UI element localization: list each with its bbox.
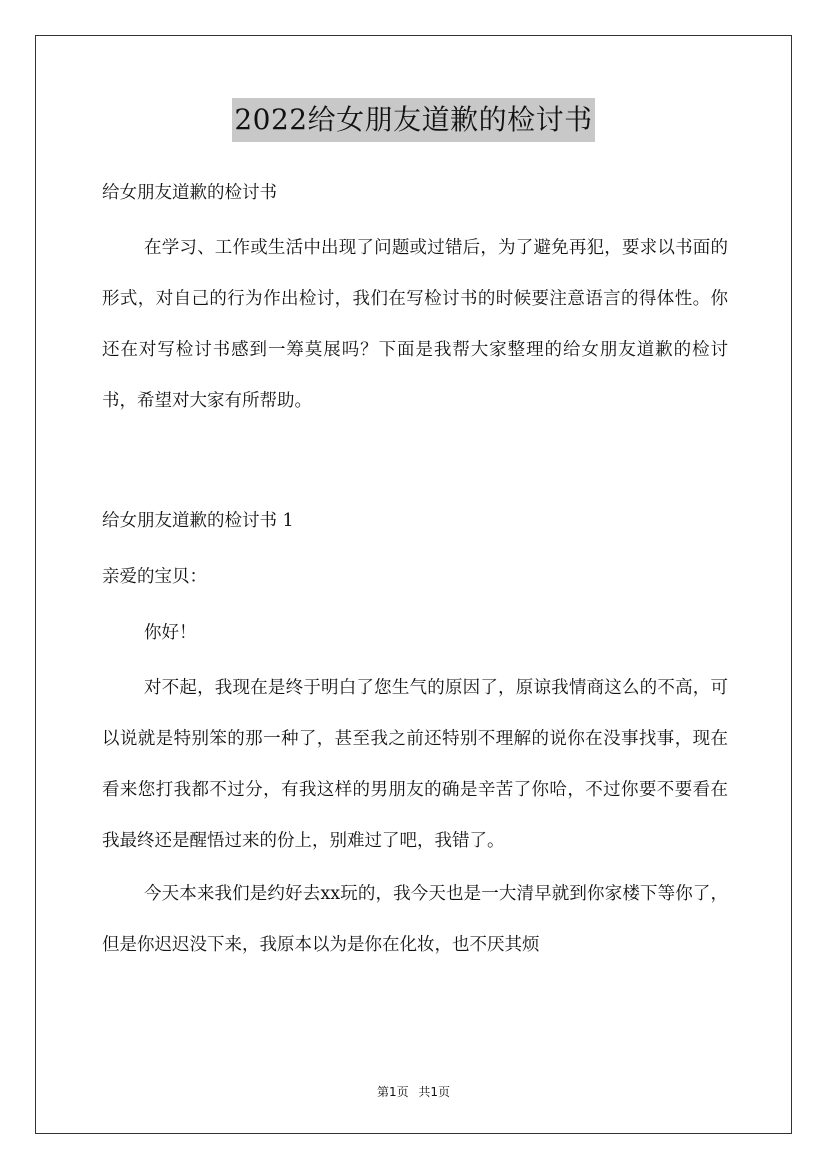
- body-paragraph-1: 对不起，我现在是终于明白了您生气的原因了，原谅我情商这么的不高，可以说就是特别笨的那一种了，甚至我之前还特别不理解的说你在没事找事，现在看来您打我都不过分，有我这样的男朋友的确是辛苦了你哈，不过你要不要看在我最终还是醒悟过来的份上，别难过了吧，我错了。: [102, 678, 728, 851]
- salutation: 亲爱的宝贝：: [102, 567, 207, 587]
- document-subtitle: 给女朋友道歉的检讨书: [102, 183, 277, 203]
- intro-paragraph: 在学习、工作或生活中出现了问题或过错后，为了避免再犯，要求以书面的形式，对自己的行为作出检讨，我们在写检讨书的时候要注意语言的得体性。你还在对写检讨书感到一筹莫展吗？下面是我帮大家整理的给女朋友道歉的检讨书，希望对大家有所帮助。: [102, 238, 728, 411]
- greeting: 你好！: [144, 623, 197, 643]
- page-footer: [0, 1083, 827, 1100]
- document-body: [102, 165, 728, 971]
- page-total: 共1页: [418, 1085, 451, 1099]
- page-number: 第1页: [376, 1085, 409, 1099]
- title-container: [0, 98, 827, 142]
- section-heading: 给女朋友道歉的检讨书 1: [102, 511, 294, 531]
- document-title: 2022给女朋友道歉的检讨书: [232, 98, 594, 142]
- body-paragraph-2: 今天本来我们是约好去xx玩的，我今天也是一大清早就到你家楼下等你了，但是你迟迟没下来，我原本以为是你在化妆，也不厌其烦: [102, 884, 728, 955]
- section-gap: [102, 427, 728, 493]
